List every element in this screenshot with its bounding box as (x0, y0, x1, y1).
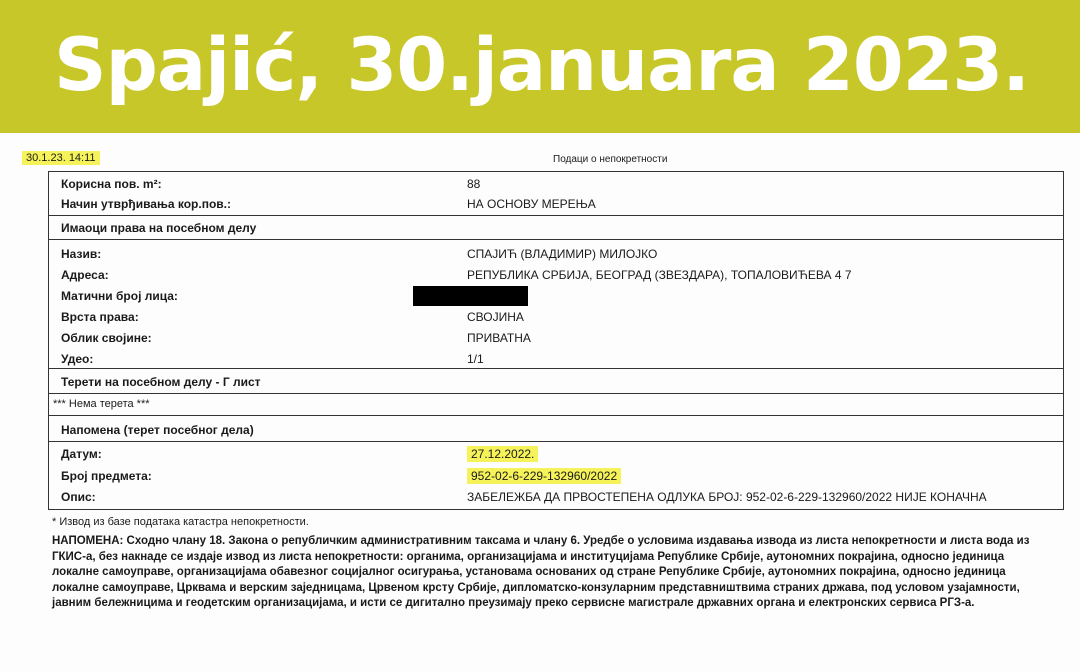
redaction-bar (413, 286, 528, 306)
section-note: Напомена (терет посебног дела) (61, 423, 254, 437)
value-owner-address: РЕПУБЛИКА СРБИЈА, БЕОГРАД (ЗВЕЗДАРА), ТОПАЛОВИЋЕВА 4 7 (467, 268, 852, 282)
value-owner-name: СПАЈИЋ (ВЛАДИМИР) МИЛОЈКО (467, 247, 658, 261)
value-share: 1/1 (467, 352, 484, 366)
title-banner (0, 0, 1080, 133)
label-owner-name: Назив: (61, 247, 102, 261)
table-rule (49, 239, 1063, 240)
label-owner-address: Адреса: (61, 268, 109, 282)
napomena-paragraph: НАПОМЕНА: Сходно члану 18. Закона о републичким административним таксама и члану 6. Уредбе о условима издавања извода из листа непокретности и листа вода из ГКИС-а, без накнаде се издаје извод из листа непокретности: органима, организацијама и институцијама Републике Србије, аутономних покрајина, односно јединица локалне самоуправе, организацијама обавезног социјалног осигурања, установама основаних од стране Републике Србије, аутономних покрајина, односно јединица локалне самоуправе, Црквама и верским заједницама, Црвеном крсту Србије, дипломатско-конзуларним представништвима страних држава, под условом узајамности, јавним бележницима и геодетским организацијама, и исти се дигитално преузимају преко сервисне магистрале државних органа и електронских сервиса РГЗ-а. (52, 535, 1030, 609)
value-area-method: НА ОСНОВУ МЕРЕЊА (467, 197, 596, 211)
label-right-type: Врста права: (61, 310, 139, 324)
banner-title: Spajić, 30.januara 2023. (54, 23, 1029, 108)
label-usable-area: Корисна пов. m²: (61, 177, 162, 191)
table-rule (49, 393, 1063, 394)
section-owners: Имаоци права на посебном делу (61, 221, 257, 235)
value-usable-area: 88 (467, 177, 481, 191)
section-burdens: Терети на посебном делу - Г лист (61, 375, 261, 389)
property-table (48, 171, 1064, 510)
table-rule (49, 171, 1063, 172)
document-header: Подаци о непокретности (553, 154, 668, 165)
table-rule (49, 415, 1063, 416)
label-share: Удео: (61, 352, 94, 366)
footnote: * Извод из базе података катастра непокретности. (52, 516, 309, 528)
value-ownership-form: ПРИВАТНА (467, 331, 531, 345)
label-personal-id: Матични број лица: (61, 289, 178, 303)
label-description: Опис: (61, 490, 96, 504)
table-rule (49, 441, 1063, 442)
highlight-case-number: 952-02-6-229-132960/2022 (467, 468, 621, 484)
value-case-number (467, 469, 621, 484)
value-right-type: СВОЈИНА (467, 310, 524, 324)
table-rule (49, 215, 1063, 216)
label-ownership-form: Облик својине: (61, 331, 152, 345)
label-area-method: Начин утврђивања кор.пов.: (61, 197, 231, 211)
value-date (467, 447, 538, 462)
value-description: ЗАБЕЛЕЖБА ДА ПРВОСТЕПЕНА ОДЛУКА БРОЈ: 952-02-6-229-132960/2022 НИЈЕ КОНАЧНА (467, 490, 987, 504)
no-burdens-text: *** Нема терета *** (53, 398, 150, 410)
label-date: Датум: (61, 447, 102, 461)
highlight-timestamp: 30.1.23. 14:11 (22, 151, 100, 165)
cadastre-document (0, 133, 1080, 672)
print-timestamp (22, 151, 100, 165)
table-rule (49, 368, 1063, 369)
highlight-date: 27.12.2022. (467, 446, 538, 462)
label-case-number: Број предмета: (61, 469, 152, 483)
